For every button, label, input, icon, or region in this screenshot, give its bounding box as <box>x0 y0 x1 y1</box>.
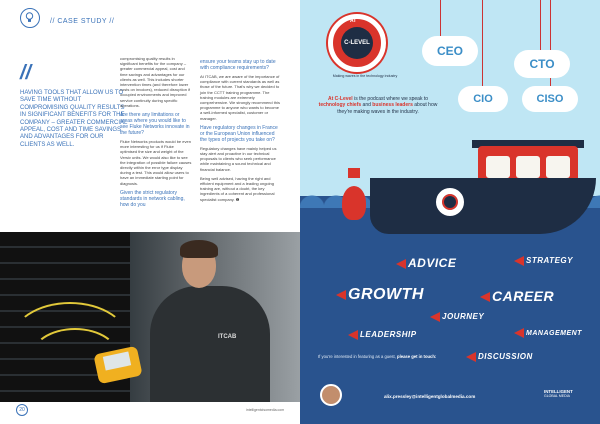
lifebuoy-icon <box>436 188 464 216</box>
body-paragraph: Regulatory changes have mainly helped us stay alert and proactive in our technical proposals to clients who seek performance while maintaining a sound technical and financial balance. <box>200 145 277 172</box>
boat-window <box>546 156 570 178</box>
logo-text: C-LEVEL <box>344 40 370 46</box>
pull-quote-mark: // <box>20 62 32 84</box>
interview-question: Have regulatory changes in France or the European Union influenced the types of projects you take on? <box>200 124 278 143</box>
intro-highlight: business leaders <box>372 102 413 109</box>
intro-text: is the podcast where we speak to <box>352 96 429 102</box>
shirt-logo: ITCAB <box>218 334 237 340</box>
body-paragraph: compromising quality results in significant benefits for the company – greater commercial appeal, cost and time savings and advantages for our clients as well. This includes shorter intervention times (and therefore lower costs on invoices), reduced disruption if occupied environments and improved service continuity during specific operations. <box>120 56 191 108</box>
intro-lead: At C-Level <box>327 96 353 102</box>
intro-text: about how they're making waves in the industry. <box>337 102 438 115</box>
intro-highlight: technology chiefs <box>318 102 362 109</box>
lightbulb-icon <box>20 8 40 28</box>
fish-leadership: LEADERSHIP <box>348 330 417 340</box>
technician-photo <box>0 232 300 402</box>
buoy-icon <box>342 186 366 220</box>
cloud-string <box>482 0 483 88</box>
body-column-2 <box>200 56 280 206</box>
cloud-ceo: CEO <box>422 36 478 66</box>
fish-journey: JOURNEY <box>430 312 484 322</box>
podcast-intro <box>318 96 438 115</box>
boat-window <box>486 156 510 178</box>
invite-text: If you're interested in featuring as a guest, <box>318 354 398 359</box>
fish-advice: ADVICE <box>396 256 456 270</box>
technician-hair <box>180 240 218 258</box>
fish-growth: GROWTH <box>336 286 424 304</box>
buoy-flag-icon <box>348 168 360 178</box>
boat-window <box>516 156 540 178</box>
cloud-string <box>440 0 441 40</box>
body-paragraph: Fluke Networks products would be even more interesting for us if Fluke optimised the size and weight of the Versiv units. We would also like to see the integration of possible failure causes directly within the error type display during a test. This would allow users to have an immediate starting point for diagnosis. <box>120 139 192 186</box>
podcast-tagline: Making waves in the technology industry <box>332 74 398 78</box>
invite-cta: please get in touch: <box>397 354 437 359</box>
fish-discussion: DISCUSSION <box>466 352 533 362</box>
pull-quote: HAVING TOOLS THAT ALLOW US TO SAVE TIME WITHOUT COMPROMISING QUALITY RESULTS IN SIGNIFICANT BENEFITS FOR THE COMPANY – GREATER COMMERCIAL APPEAL, COST AND TIME SAVINGS AND ADVANTAGES FOR OUR CLIENTS AS WELL. <box>20 90 128 148</box>
fish-strategy: STRATEGY <box>514 256 573 266</box>
podcast-logo <box>341 27 373 59</box>
contact-avatar <box>320 384 342 406</box>
body-paragraph: Being well advised, having the right and efficient equipment and a leading ongoing training are, without a doubt, the key ingredients of a coherent and professional specialist company. ❶ <box>200 175 275 202</box>
intro-text: and <box>361 102 373 109</box>
boat-hull <box>370 178 596 234</box>
guest-invite <box>318 354 438 359</box>
technician-body <box>150 286 270 402</box>
fish-management: MANAGEMENT <box>514 328 582 338</box>
body-paragraph: At ITCAB, we are aware of the importance of compliance with current standards as well as those of the future. That's why we decided to join the CCTT training programme. The training modules are extremely comprehensive. We strongly recommend this programme to anyone who wants to become a well-informed specialist, customer or manager. <box>200 74 280 121</box>
page-number: 20 <box>16 404 28 416</box>
contact-email-link[interactable]: alix.pressley@intelligentglobalmedia.com <box>384 394 476 399</box>
cloud-string <box>540 0 541 52</box>
footer-url: intelligentcisomedia.com <box>246 408 285 412</box>
cloud-ciso: CISO <box>522 86 578 112</box>
publisher-logo <box>544 390 592 399</box>
body-column-1 <box>120 56 192 211</box>
logo-top-text: AT <box>350 18 357 24</box>
interview-question: Given the strict regulatory standards in network cabling, how do you <box>120 189 185 208</box>
publisher-name: INTELLIGENT <box>544 389 573 394</box>
right-page <box>300 0 600 424</box>
cloud-cio: CIO <box>458 86 508 112</box>
cloud-cto: CTO <box>514 50 570 78</box>
interview-question: Are there any limitations or areas where you would like to see Fluke Networks innovate in the future? <box>120 112 190 137</box>
section-label: // CASE STUDY // <box>50 18 115 25</box>
fish-career: CAREER <box>480 288 554 304</box>
publisher-subname: GLOBAL MEDIA <box>544 394 570 399</box>
interview-question: ensure your teams stay up to date with compliance requirements? <box>200 59 276 71</box>
